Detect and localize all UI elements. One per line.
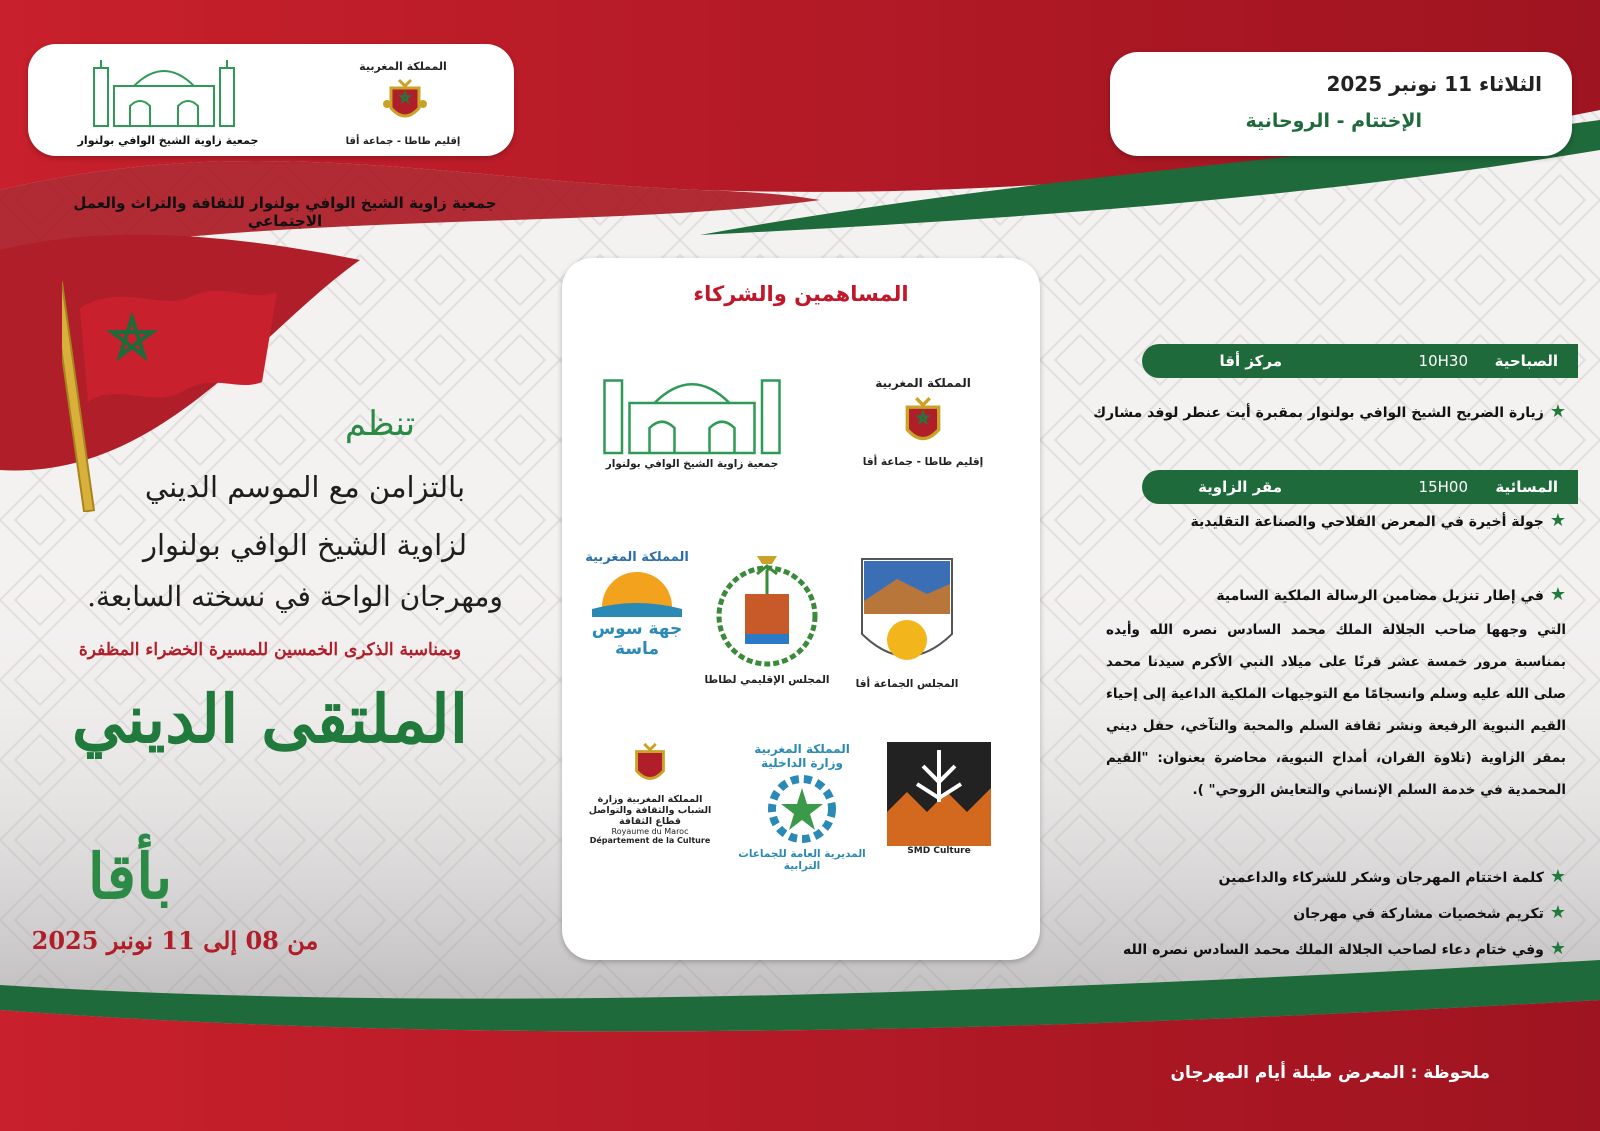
partner-interior-caption: المديرية العامة للجماعات الترابية (738, 848, 866, 872)
morning-period: الصباحية (1494, 352, 1558, 370)
final-item-3: ★وفي ختام دعاء لصاحب الجلالة الملك محمد السادس نصره الله (1122, 938, 1566, 959)
souss-top: المملكة المغربية (585, 550, 689, 565)
partner-logo-souss-massa (582, 550, 692, 700)
date-panel (1110, 52, 1572, 156)
left-line-1: بالتزامن مع الموسم الديني (144, 470, 466, 504)
partner-kingdom-caption: إقليم طاطا - جماعة أقا (862, 456, 984, 468)
morning-time-bar (1142, 344, 1578, 378)
evening-time: 15H00 (1418, 478, 1468, 496)
coat-of-arms-icon (383, 78, 427, 128)
coat-of-arms-icon (898, 396, 948, 452)
royal-paragraph: التي وجهها صاحب الجلالة الملك محمد السادس نصره الله وأيده بمناسبة مرور خمسة عشر قرنًا على ميلاد النبي الأكرم سيدنا محمد صلى الله عليه وسلم وانسجامًا مع التوجيهات الملكية الداعية إلى إحياء القيم النبوية الرفيعة ونشر ثقافة السلم والمحبة والتآخي، حفل ديني بمقر الزاوية (تلاوة القران، أمداح النبوية، محاضرة بعنوان: "القيم المحمدية في خدمة السلم الإنساني والتعايش الروحي" ). (1106, 622, 1566, 798)
organizes-text: تنظم (344, 404, 416, 444)
date-line: الثلاثاء 11 نونبر 2025 (1326, 72, 1542, 96)
zawiya-logo-icon (90, 58, 238, 130)
souss-massa-sun-icon (592, 567, 682, 617)
final-item-1: ★كلمة اختتام المهرجان وشكر للشركاء والداعمين (1218, 866, 1566, 887)
kingdom-sub: إقليم طاطا - جماعة أقا (345, 136, 461, 147)
event-place: بأقا (87, 840, 173, 913)
star-bullet-icon: ★ (1549, 902, 1566, 923)
partner-logo-commune (852, 554, 962, 704)
partner-commune-caption: المجلس الجماعة أقا (855, 678, 959, 690)
event-dates: من 08 إلى 11 نونبر 2025 (31, 926, 319, 955)
partner-logo-zawiya (592, 368, 792, 488)
partner-logo-provincial (702, 550, 832, 704)
left-line-2: لزاوية الشيخ الوافي بولنوار (142, 528, 468, 562)
morning-item: ★زيارة الضريح الشيخ الوافي بولنوار بمقبرة أيت عنطر لوفد مشارك (1093, 401, 1566, 422)
header-logos-panel (28, 44, 514, 156)
partner-smd-caption: SMD Culture (907, 846, 971, 856)
partner-logo-smd (884, 742, 994, 882)
partner-logo-interior (732, 742, 872, 882)
zawiya-caption: جمعية زاوية الشيخ الوافي بولنوار (77, 134, 259, 147)
partner-culture-fr2: Département de la Culture (589, 836, 711, 845)
smd-culture-logo-icon (887, 742, 991, 846)
morning-place: مركز أقا (1219, 352, 1282, 370)
commune-shield-icon (857, 554, 957, 678)
star-bullet-icon: ★ (1549, 584, 1566, 605)
footer-note: ملحوظة : المعرض طيلة أيام المهرجان (1170, 1063, 1490, 1083)
partner-logo-culture (580, 742, 720, 882)
interior-star-icon (767, 774, 837, 844)
partner-kingdom-label: المملكة المغربية (875, 376, 971, 390)
evening-time-bar (1142, 470, 1578, 504)
final-item-2: ★تكريم شخصيات مشاركة في مهرجان (1293, 902, 1566, 923)
partners-card (562, 258, 1040, 960)
evening-period: المسائية (1495, 478, 1558, 496)
kingdom-label: المملكة المغربية (359, 60, 447, 73)
left-line-4: وبمناسبة الذكرى الخمسين للمسيرة الخضراء المظفرة (78, 640, 462, 660)
partners-title: المساهمين والشركاء (693, 282, 909, 306)
partner-culture-fr: Royaume du Maroc (611, 827, 689, 836)
royal-item: ★في إطار تنزيل مضامين الرسالة الملكية السامية (1216, 584, 1566, 605)
interior-mid: وزارة الداخلية (760, 756, 844, 770)
partner-logo-kingdom (838, 376, 1008, 486)
day-theme: الإختتام - الروحانية (1245, 110, 1422, 132)
association-full-name: جمعية زاوية الشيخ الوافي بولنوار للثقافة والتراث والعمل الاجتماعي (73, 194, 497, 230)
partner-provincial-caption: المجلس الإقليمي لطاطا (704, 674, 830, 686)
evening-item: ★جولة أخيرة في المعرض الفلاحي والصناعة التقليدية (1190, 510, 1566, 531)
evening-place: مقر الزاوية (1198, 478, 1282, 496)
souss-bottom: جهة سوس ماسة (591, 619, 683, 659)
event-title: الملتقى الديني (71, 680, 469, 758)
morning-time: 10H30 (1418, 352, 1468, 370)
star-bullet-icon: ★ (1549, 866, 1566, 887)
coat-of-arms-icon (628, 742, 672, 790)
star-bullet-icon: ★ (1549, 510, 1566, 531)
partner-culture-caption: المملكة المغربية وزارة الشباب والثقافة والتواصل قطاع الثقافة (588, 794, 712, 827)
interior-top: المملكة المغربية (754, 742, 850, 756)
left-line-3: ومهرجان الواحة في نسخته السابعة. (87, 580, 503, 613)
partner-zawiya-caption: جمعية زاوية الشيخ الوافي بولنوار (605, 458, 779, 470)
zawiya-logo-icon (599, 368, 785, 458)
star-bullet-icon: ★ (1549, 938, 1566, 959)
provincial-council-emblem-icon (712, 550, 822, 674)
star-bullet-icon: ★ (1549, 401, 1566, 422)
